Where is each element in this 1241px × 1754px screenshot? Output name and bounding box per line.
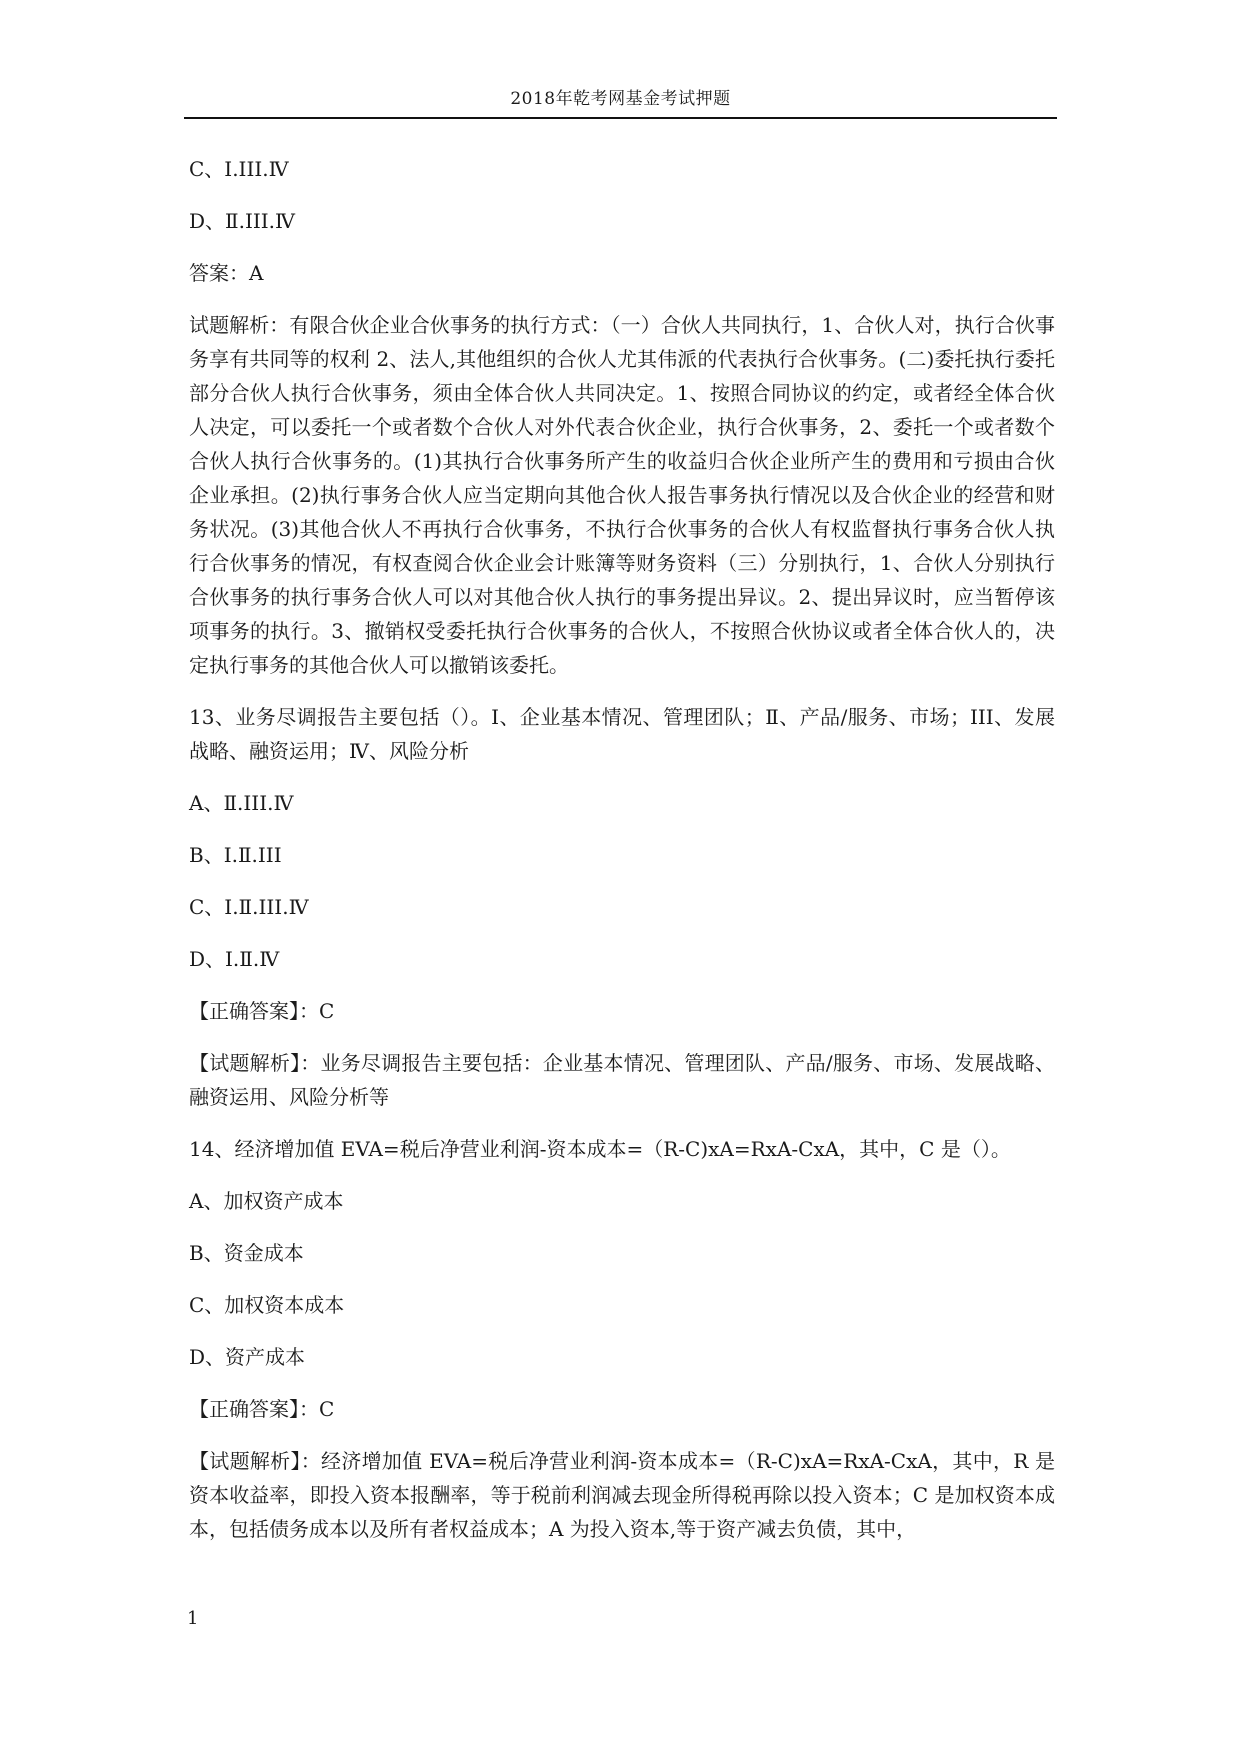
page-number: 1 — [187, 1608, 199, 1629]
answer: 答案：A — [189, 261, 264, 285]
option-d: D、Ⅱ.III.Ⅳ — [189, 209, 296, 233]
q13-option-c: C、Ⅰ.Ⅱ.III.Ⅳ — [189, 895, 309, 919]
question-13: 13、业务尽调报告主要包括（）。Ⅰ、企业基本情况、管理团队；Ⅱ、产品/服务、市场；III、发展战略、融资运用；Ⅳ、风险分析 — [189, 705, 1055, 763]
question-14: 14、经济增加值 EVA=税后净营业利润-资本成本=（R-C)xA=RxA-CxA，其中，C 是（）。 — [189, 1137, 1011, 1161]
q14-option-d: D、资产成本 — [189, 1345, 306, 1369]
document-body — [189, 152, 1055, 1564]
q14-correct-answer: 【正确答案】：C — [189, 1397, 335, 1421]
q13-correct-answer: 【正确答案】：C — [189, 999, 335, 1023]
q13-option-d: D、Ⅰ.Ⅱ.Ⅳ — [189, 947, 280, 971]
q13-explanation: 【试题解析】：业务尽调报告主要包括：企业基本情况、管理团队、产品/服务、市场、发展战略、融资运用、风险分析等 — [189, 1051, 1055, 1109]
q14-option-b: B、资金成本 — [189, 1241, 304, 1265]
q14-option-c: C、加权资本成本 — [189, 1293, 345, 1317]
option-c: C、Ⅰ.III.Ⅳ — [189, 157, 289, 181]
header-divider — [184, 117, 1057, 119]
page-header-title: 2018年乾考网基金考试押题 — [510, 89, 731, 109]
q13-option-b: B、Ⅰ.Ⅱ.III — [189, 843, 282, 867]
q14-option-a: A、加权资产成本 — [189, 1189, 344, 1213]
q14-explanation: 【试题解析】：经济增加值 EVA=税后净营业利润-资本成本=（R-C)xA=RxA-CxA，其中，R 是资本收益率，即投入资本报酬率，等于税前利润减去现金所得税再除以投入资本；C 是加权资本成本，包括债务成本以及所有者权益成本；A 为投入资本,等于资产减去负债，其中， — [189, 1449, 1055, 1541]
q13-option-a: A、Ⅱ.III.Ⅳ — [189, 791, 294, 815]
explanation: 试题解析：有限合伙企业合伙事务的执行方式：（一）合伙人共同执行，1、合伙人对，执行合伙事务享有共同等的权利 2、法人,其他组织的合伙人尤其伟派的代表执行合伙事务。(二)委托执行委托部分合伙人执行合伙事务，须由全体合伙人共同决定。1、按照合同协议的约定，或者经全体合伙人决定，可以委托一个或者数个合伙人对外代表合伙企业，执行合伙事务，2、委托一个或者数个合伙人执行合伙事务的。(1)其执行合伙事务所产生的收益归合伙企业所产生的费用和亏损由合伙企业承担。(2)执行事务合伙人应当定期向其他合伙人报告事务执行情况以及合伙企业的经营和财务状况。(3)其他合伙人不再执行合伙事务，不执行合伙事务的合伙人有权监督执行事务合伙人执行合伙事务的情况，有权查阅合伙企业会计账簿等财务资料（三）分别执行，1、合伙人分别执行合伙事务的执行事务合伙人可以对其他合伙人执行的事务提出异议。2、提出异议时，应当暂停该项事务的执行。3、撤销权受委托执行合伙事务的合伙人，不按照合伙协议或者全体合伙人的，决定执行事务的其他合伙人可以撤销该委托。 — [189, 313, 1055, 677]
